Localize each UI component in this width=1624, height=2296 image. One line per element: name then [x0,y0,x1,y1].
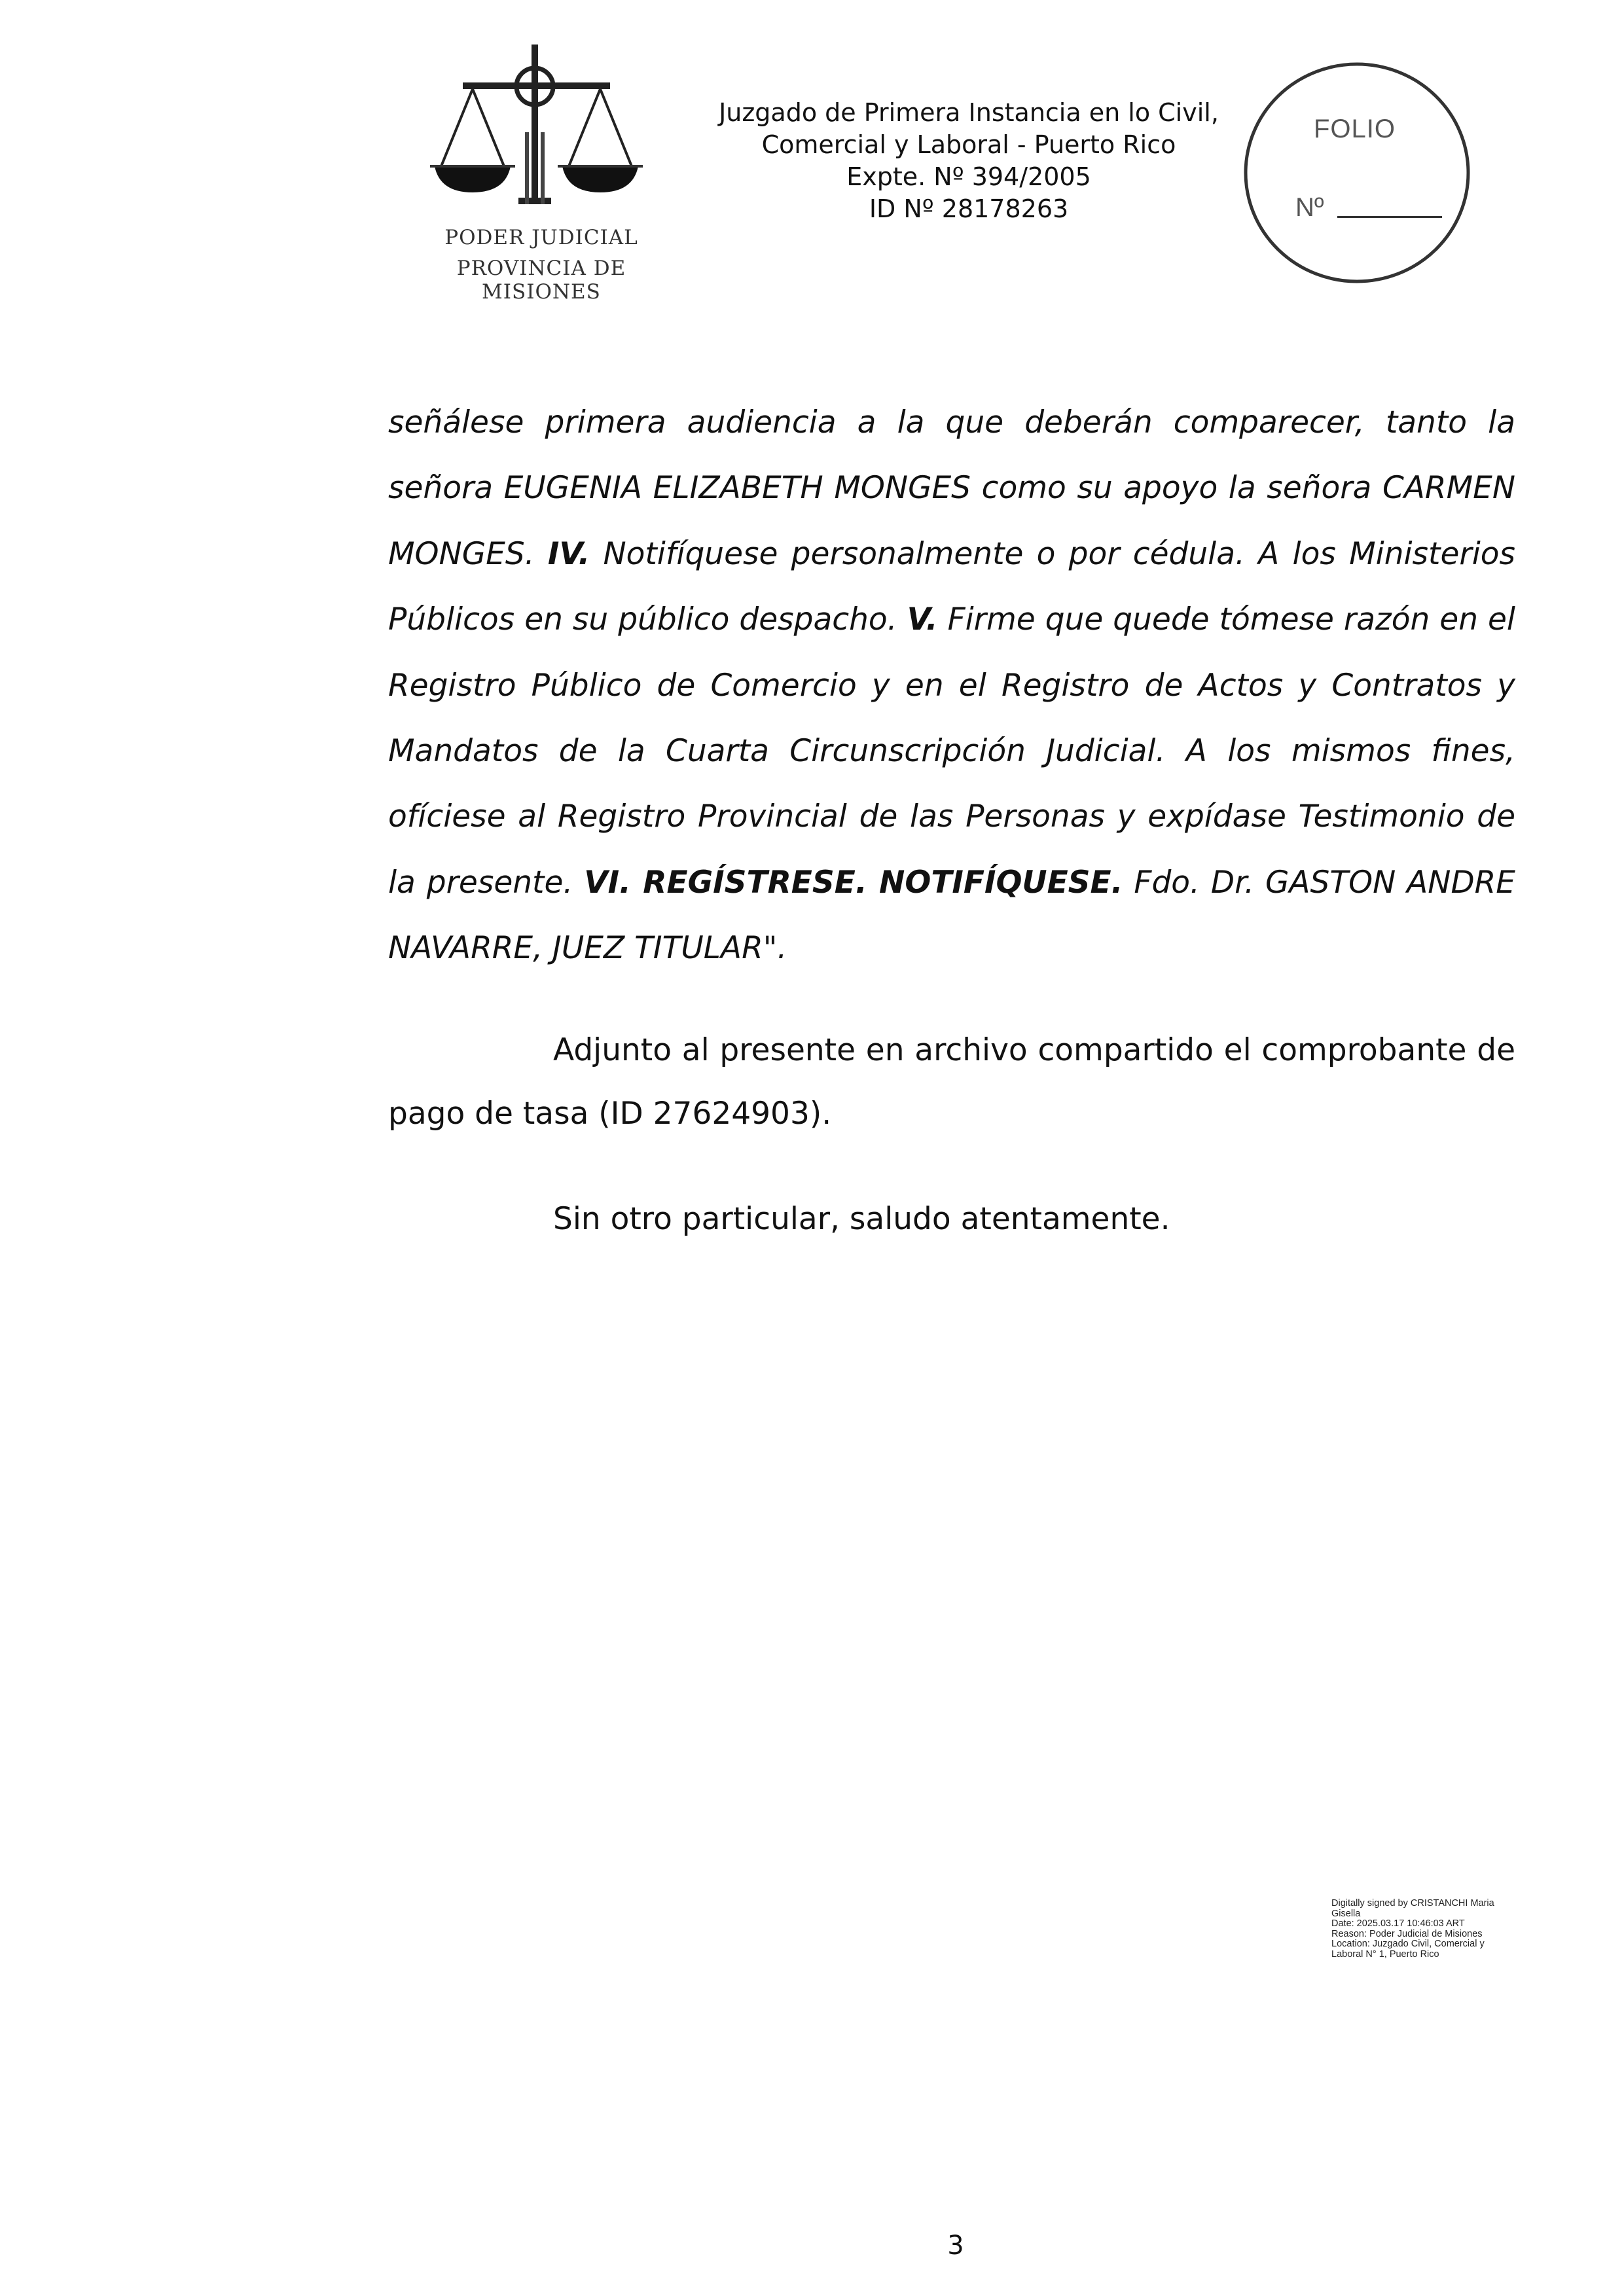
poder-judicial-logo [401,41,682,304]
resolution-text [388,390,1515,982]
folio-circle-icon [1242,59,1471,288]
folio-number-label: Nº [1295,193,1324,222]
case-number: Expte. Nº 394/2005 [846,162,1091,191]
folio-label: FOLIO [1314,115,1396,143]
logo-line-2: PROVINCIA DE MISIONES [456,257,626,304]
resolution-text-part-3: Firme que quede tómese razón en el Registro Público de Comercio y en el Registro de Actos y Contratos y Mandatos de la Cuarta Circunscripción Judicial. A los mismos fines, ofíciese al Registro Provincial de las Personas y expídase Testimonio de la presente. [388,601,1515,901]
logo-line-1: PODER JUDICIAL [444,226,638,249]
page-number: 3 [947,2231,964,2261]
section-v-marker: V. [907,601,938,638]
section-iv-marker: IV. [547,535,590,572]
section-vi-marker: VI. REGÍSTRESE. NOTIFÍQUESE. [584,864,1123,901]
folio-stamp [1242,59,1471,288]
folio-number-blank [1337,216,1442,218]
signature-line: Laboral N° 1, Puerto Rico [1331,1948,1439,1960]
resolution-text-part-2: Notifíquese personalmente o por cédula. A los Ministerios Públicos en su público despacho. [388,535,1515,638]
closing-paragraph: Sin otro particular, saludo atentamente. [553,1201,1170,1237]
document-id: ID Nº 28178263 [869,194,1069,223]
court-name-line-2: Comercial y Laboral - Puerto Rico [761,130,1176,159]
court-header [681,97,1257,225]
signature-line: Digitally signed by CRISTANCHI Maria [1331,1898,1494,1909]
resolution-text-part-4: Fdo. Dr. GASTON ANDRE NAVARRE, JUEZ TITULAR". [388,864,1515,967]
scales-of-justice-icon [401,41,682,230]
signature-line: Date: 2025.03.17 10:46:03 ART [1331,1918,1465,1929]
signature-line: Location: Juzgado Civil, Comercial y [1331,1939,1485,1949]
digital-signature [1331,1899,1528,1960]
court-name-line-1: Juzgado de Primera Instancia en lo Civil, [719,98,1219,127]
resolution-text-part-1: señálese primera audiencia a la que deberán comparecer, tanto la señora EUGENIA ELIZABETH MONGES como su apoyo la señora CARMEN MONGES. [388,404,1515,572]
signature-line: Reason: Poder Judicial de Misiones [1331,1928,1483,1939]
signature-line: Gisella [1331,1908,1361,1919]
attachment-paragraph: Adjunto al presente en archivo compartido el comprobante de pago de tasa (ID 27624903). [388,1032,1515,1132]
